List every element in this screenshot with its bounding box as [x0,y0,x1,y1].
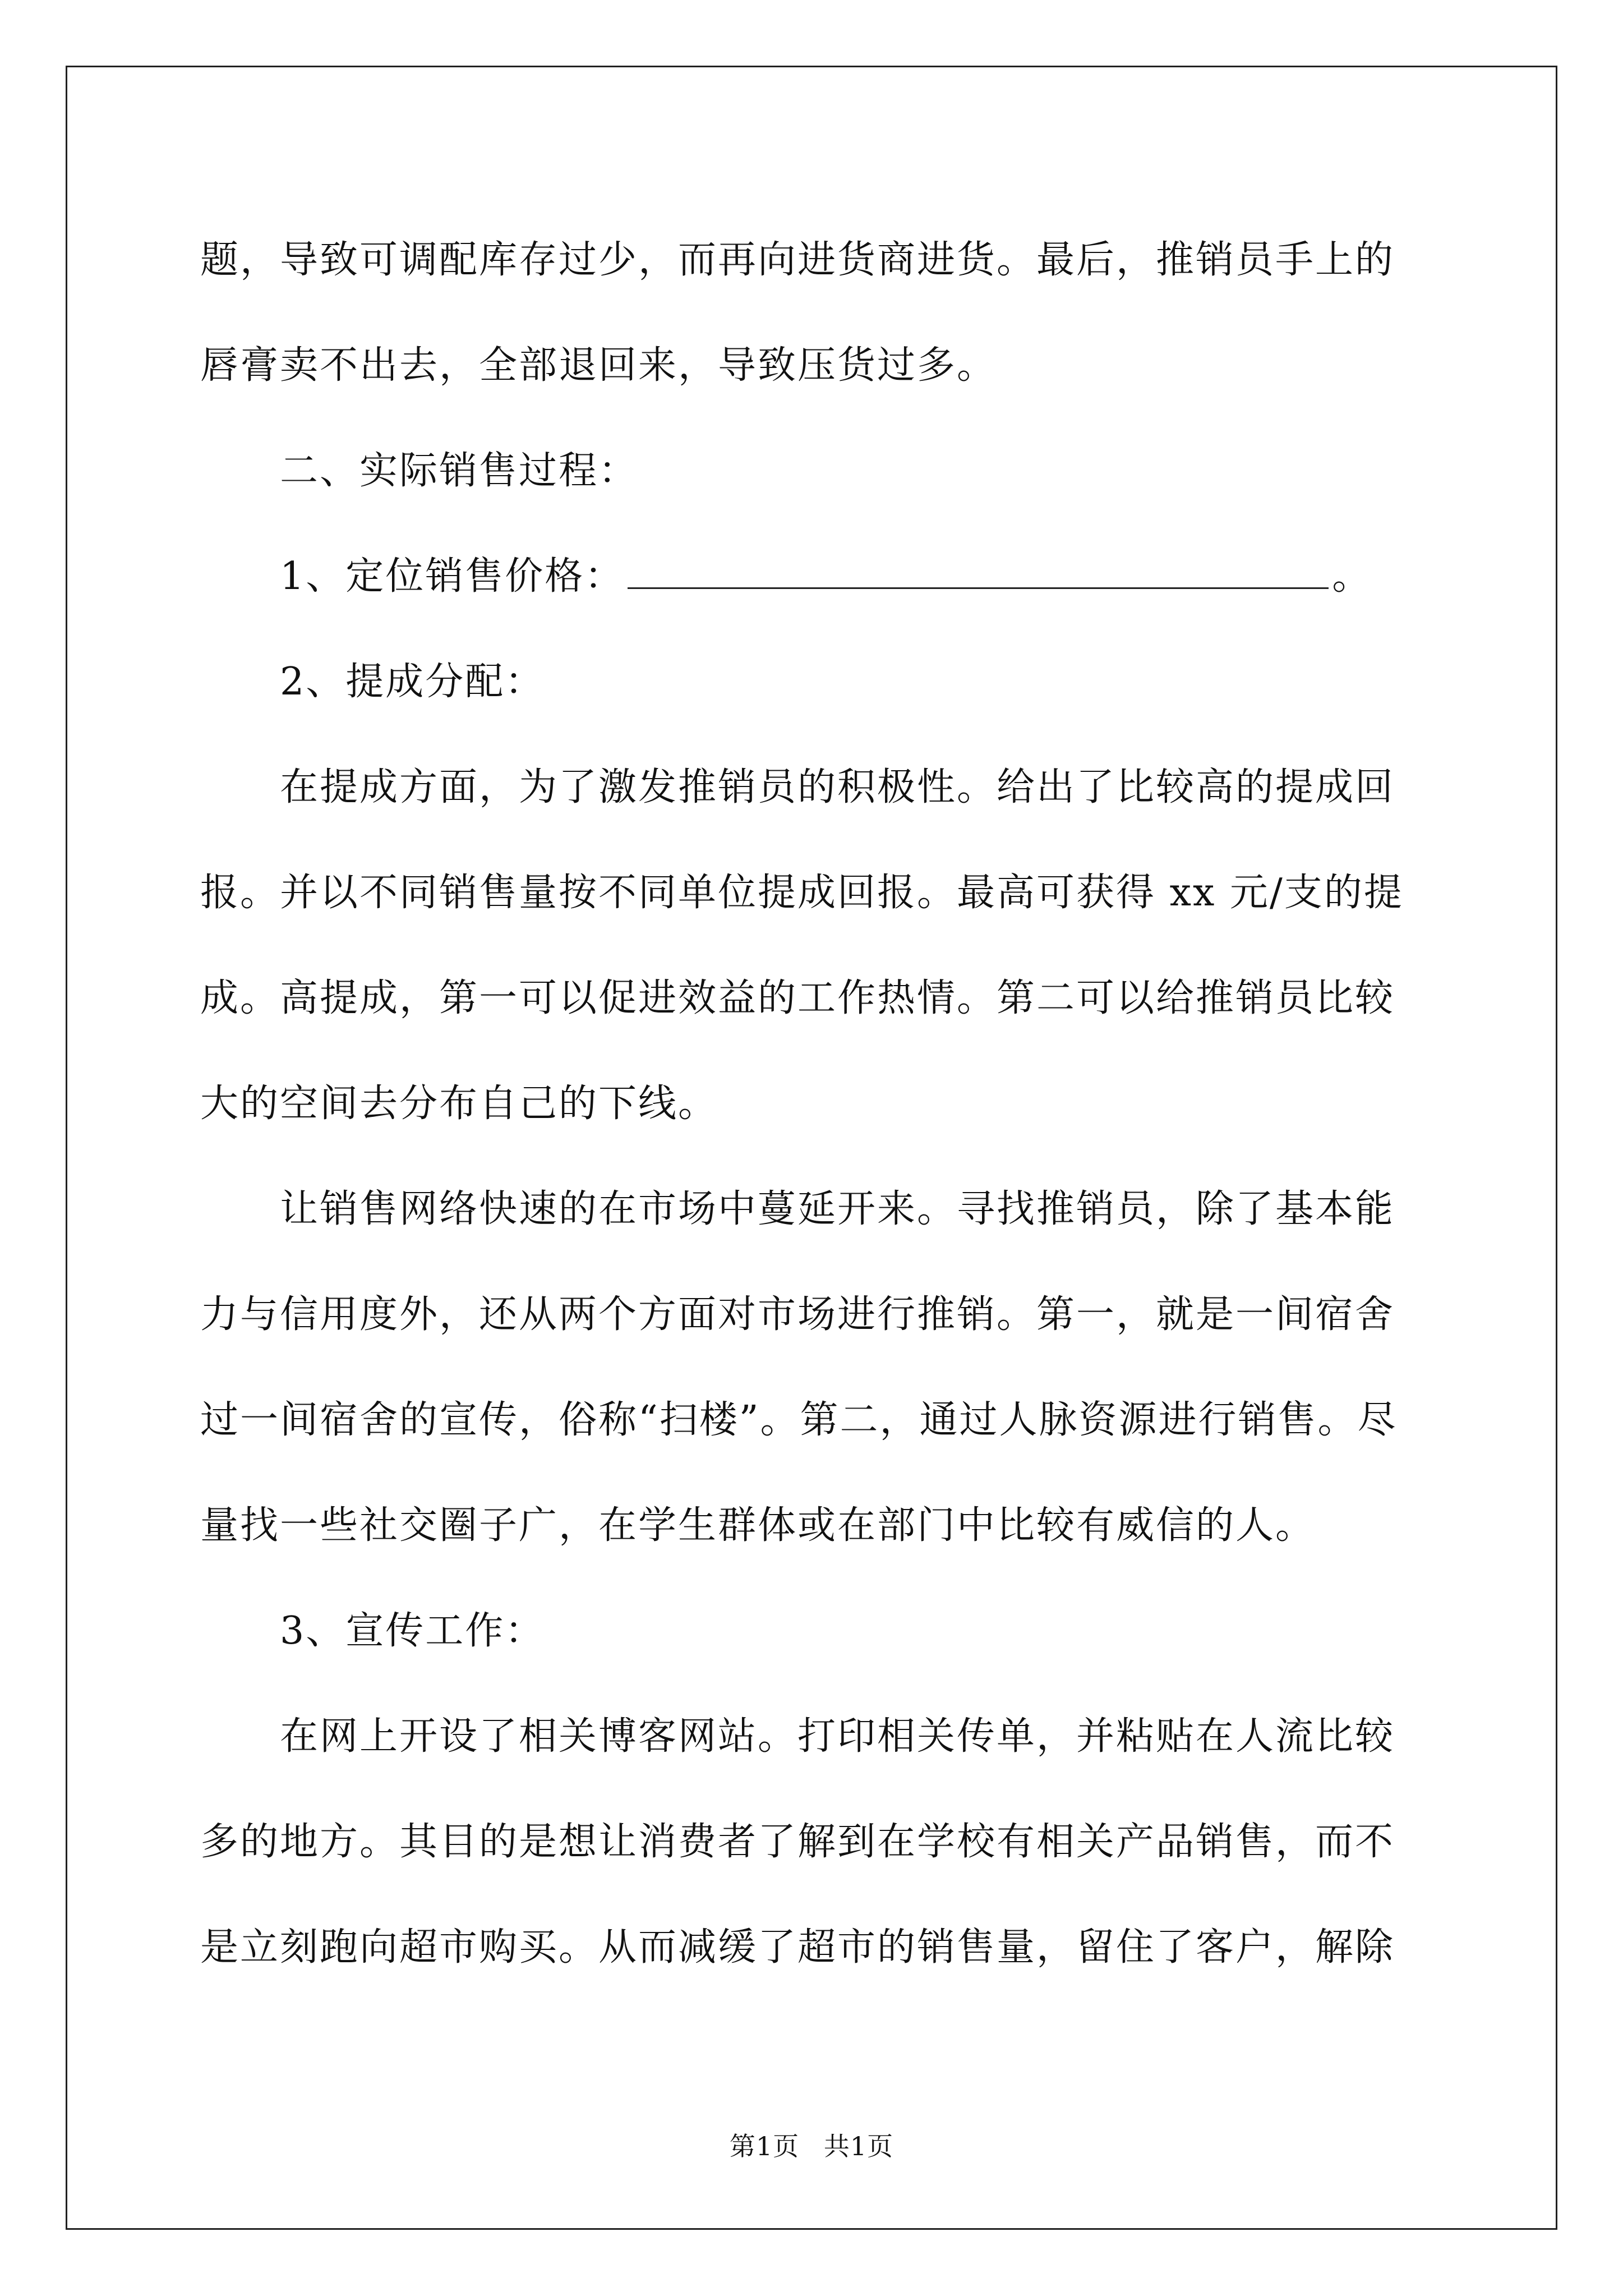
text-line: 成。高提成，第一可以促进效益的工作热情。第二可以给推销员比较 [200,976,1395,1020]
subsection-heading: 2、提成分配： [280,660,545,704]
price-label: 1、定位销售价格： [280,554,625,599]
section-heading: 二、实际销售过程： [280,449,639,493]
price-line [200,524,1437,629]
text-line: 是立刻跑向超市购买。从而减缓了超市的销售量，留住了客户，解除 [200,1925,1395,1970]
text-line: 让销售网络快速的在市场中蔓延开来。寻找推销员，除了基本能 [280,1187,1395,1231]
price-line-end: 。 [1332,554,1372,599]
text-line: 多的地方。其目的是想让消费者了解到在学校有相关产品销售，而不 [200,1820,1395,1864]
fill-in-blank[interactable] [628,556,1329,589]
text-line: 题，导致可调配库存过少，而再向进货商进货。最后，推销员手上的 [200,238,1395,282]
text-line: 量找一些社交圈子广，在学生群体或在部门中比较有威信的人。 [200,1503,1316,1548]
text-line: 大的空间去分布自己的下线。 [200,1082,718,1126]
page-number-current: 第1页 [729,2131,800,2161]
text-line: 过一间宿舍的宣传，俗称“扫楼”。第二，通过人脉资源进行销售。尽 [200,1398,1398,1442]
text-line: 在网上开设了相关博客网站。打印相关传单，并粘贴在人流比较 [280,1714,1395,1759]
page-number-total: 共1页 [823,2131,894,2161]
document-body [200,208,1437,2000]
text-line: 力与信用度外，还从两个方面对市场进行推销。第一，就是一间宿舍 [200,1292,1395,1337]
text-line: 唇膏卖不出去，全部退回来，导致压货过多。 [200,343,997,388]
text-line: 报。并以不同销售量按不同单位提成回报。最高可获得 xx 元/支的提 [200,871,1404,915]
subsection-heading: 3、宣传工作： [280,1609,545,1653]
text-line: 在提成方面，为了激发推销员的积极性。给出了比较高的提成回 [280,765,1395,809]
page-footer [0,2126,1623,2163]
